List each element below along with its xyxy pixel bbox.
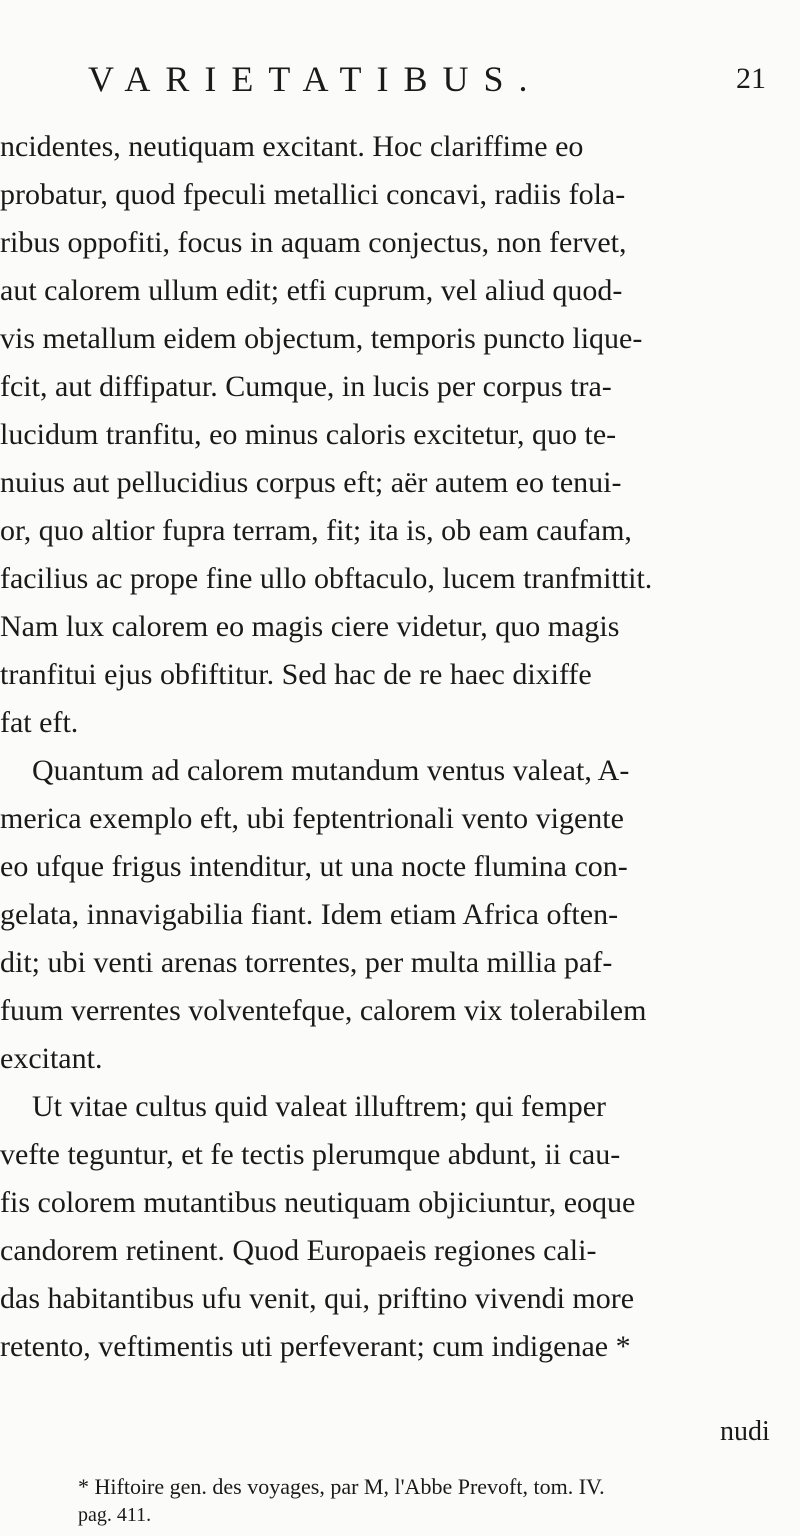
- text-line: retento, veftimentis uti perfeverant; cum indigenae *: [0, 1330, 631, 1363]
- text-line: Quantum ad calorem mutandum ventus valeat, A-: [32, 754, 630, 787]
- text-line: ncidentes, neutiquam excitant. Hoc clariffime eo: [0, 130, 584, 163]
- catchword: nudi: [720, 1416, 770, 1447]
- page-number: 21: [736, 62, 766, 95]
- text-line: fat eft.: [0, 706, 79, 739]
- text-line: candorem retinent. Quod Europaeis regiones cali-: [0, 1234, 597, 1267]
- text-line: or, quo altior fupra terram, fit; ita is, ob eam caufam,: [0, 514, 632, 547]
- footnote-page-ref: pag. 411.: [78, 1504, 152, 1526]
- text-line: eo ufque frigus intenditur, ut una nocte flumina con-: [0, 850, 628, 883]
- text-line: das habitantibus ufu venit, qui, priftino vivendi more: [0, 1282, 635, 1315]
- text-line: fuum verrentes volventefque, calorem vix tolerabilem: [0, 994, 647, 1027]
- text-line: aut calorem ullum edit; etfi cuprum, vel aliud quod-: [0, 274, 623, 307]
- text-line: vis metallum eidem objectum, temporis puncto lique-: [0, 322, 643, 355]
- footnote: * Hiftoire gen. des voyages, par M, l'Abbe Prevoft, tom. IV.: [78, 1474, 605, 1499]
- text-line: probatur, quod fpeculi metallici concavi, radiis fola-: [0, 178, 626, 211]
- running-title: VARIETATIBUS.: [88, 59, 543, 99]
- text-line: ribus oppofiti, focus in aquam conjectus, non fervet,: [0, 226, 627, 259]
- text-line: merica exemplo eft, ubi feptentrionali vento vigente: [0, 802, 624, 835]
- text-line: tranfitui ejus obfiftitur. Sed hac de re haec dixiffe: [0, 658, 592, 691]
- text-line: nuius aut pellucidius corpus eft; aër autem eo tenui-: [0, 466, 622, 499]
- text-line: excitant.: [0, 1042, 103, 1075]
- text-line: Ut vitae cultus quid valeat illuftrem; qui femper: [32, 1090, 606, 1123]
- text-line: dit; ubi venti arenas torrentes, per multa millia paf-: [0, 946, 613, 979]
- text-line: Nam lux calorem eo magis ciere videtur, quo magis: [0, 610, 620, 643]
- text-line: fis colorem mutantibus neutiquam objiciuntur, eoque: [0, 1186, 636, 1219]
- text-line: gelata, innavigabilia fiant. Idem etiam Africa often-: [0, 898, 619, 931]
- text-line: fcit, aut diffipatur. Cumque, in lucis per corpus tra-: [0, 370, 612, 403]
- text-line: vefte teguntur, et fe tectis plerumque abdunt, ii cau-: [0, 1138, 621, 1171]
- text-line: facilius ac prope fine ullo obftaculo, lucem tranfmittit.: [0, 562, 653, 595]
- text-line: lucidum tranfitu, eo minus caloris excitetur, quo te-: [0, 418, 617, 451]
